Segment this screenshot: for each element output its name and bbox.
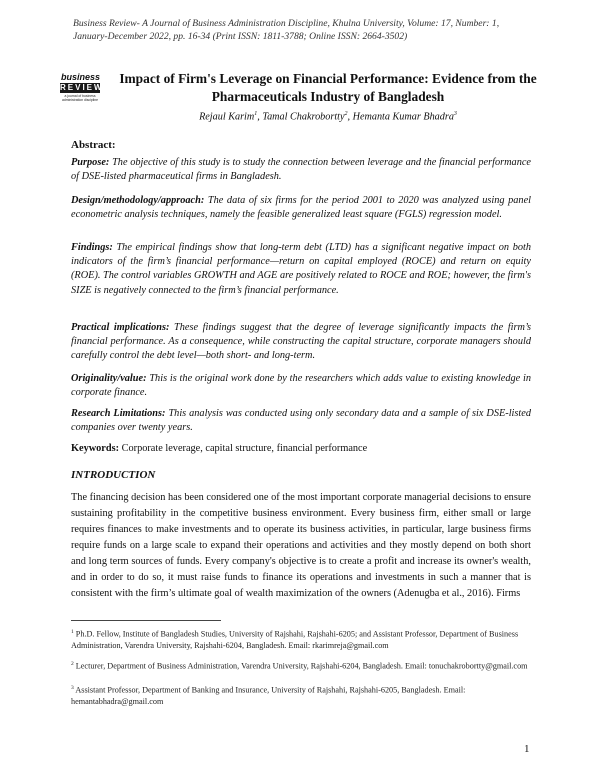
author-mark: 2 — [344, 111, 348, 117]
purpose-text: The objective of this study is to study the connection between leverage and the financial performance of DSE-listed pharmaceutical firms in Bangladesh. — [71, 157, 531, 183]
author-name: Tamal Chakrobortty — [262, 111, 345, 123]
footnote-text: Lecturer, Department of Business Administration, Varendra University, Rajshahi-6204, Bangladesh. Email: tonuchakrobortty@gmail.com — [75, 661, 528, 671]
findings-text: The empirical findings show that long-term debt (LTD) has a significant negative impact on both indicators of the firm’s financial performance—return on capital employed (ROCE) and return on equity (ROE). The control variables GROWTH and AGE are positively related to ROCE and ROE; however, the firm's SIZE is negatively connected to the firm’s financial performance. — [71, 242, 532, 296]
design-text: The data of six firms for the period 2001 to 2020 was analyzed using panel econometric analysis techniques, namely the feasible generalized least square (FGLS) regression model. — [71, 195, 531, 221]
keywords-label: Keywords: — [71, 443, 120, 454]
practical-label: Practical implications: — [71, 322, 170, 333]
originality-text: This is the original work done by the researchers which adds value to existing knowledge in corporate finance. — [71, 373, 531, 399]
keywords-text: Corporate leverage, capital structure, financial performance — [121, 443, 368, 454]
introduction-text: The financing decision has been considered one of the most important corporate managerial decisions to ensure sustaining profitability in the competitive business environment. Every business firm, either small or large requires finances to make investments and to operate its business activities, in particular, large business firms require funds on a large scale to expand their operations and activities and they mostly depend on both short and long term sources of funds. Every company's objective is to create a profit and increase its owner's wealth, and in order to do so, it must raise funds to finance its operations and investments in such a manner that is consistent with the firm’s ultimate goal of wealth maximization of the owners (Adenugba et al., 2016). Firms — [71, 492, 531, 599]
footnote-mark: 3 — [71, 685, 74, 691]
paper-title: Impact of Firm's Leverage on Financial Performance: Evidence from the Pharmaceuticals Industry of Bangladesh — [119, 71, 537, 104]
page-number: 1 — [524, 743, 530, 755]
practical-text: These findings suggest that the degree of leverage significantly impacts the firm’s financial performance. As a consequence, while constructing the capital structure, corporate managers should carefully control the debt level—both short- and long-term. — [71, 322, 532, 362]
abstract-findings — [71, 241, 531, 298]
journal-logo — [60, 72, 104, 107]
abstract-design — [71, 194, 531, 222]
logo-word: business — [60, 72, 100, 82]
keywords — [71, 443, 367, 454]
author-name: Hemanta Kumar Bhadra — [352, 111, 454, 123]
footnote — [71, 627, 531, 652]
originality-label: Originality/value: — [71, 373, 147, 384]
footnote-text: Ph.D. Fellow, Institute of Bangladesh Studies, University of Rajshahi, Rajshahi-6205; and Assistant Professor, Department of Business Administration, Varendra University, Rajshahi-6204, Bangladesh. Email: rkarimreja@gmail.com — [71, 629, 519, 651]
author-name: Rejaul Karim — [199, 111, 255, 123]
author-list: Rejaul Karim$^1$, Tamal Chakrobortty$^2$, Hemanta Kumar Bhadra$^3$ — [199, 111, 457, 123]
footnote — [71, 683, 531, 708]
findings-label: Findings: — [71, 242, 113, 253]
abstract-purpose — [71, 156, 531, 184]
design-label: Design/methodology/approach: — [71, 195, 205, 206]
introduction-heading: INTRODUCTION — [71, 469, 156, 481]
author-mark: 3 — [453, 111, 457, 117]
limitations-text: This analysis was conducted using only secondary data and a sample of six DSE-listed companies over twenty years. — [71, 408, 532, 434]
author-mark: 1 — [254, 111, 258, 117]
purpose-label: Purpose: — [71, 157, 110, 168]
limitations-label: Research Limitations: — [71, 408, 166, 419]
journal-header: Business Review- A Journal of Business Administration Discipline, Khulna University, Volume: 17, Number: 1, January-December 2022, pp. 16-34 (Print ISSN: 1811-3788; Online ISSN: 2664-3502) — [73, 18, 500, 42]
footnote-text: Assistant Professor, Department of Banking and Insurance, University of Rajshahi, Rajshahi-6205, Bangladesh. Email: hemantabhadra@gmail.com — [71, 685, 466, 707]
footnote — [71, 659, 531, 672]
abstract-limitations — [71, 407, 531, 435]
logo-review: REVIEW — [60, 83, 104, 92]
abstract-originality — [71, 372, 531, 400]
abstract-practical — [71, 321, 531, 364]
logo-tagline: a journal of business administration discipline — [62, 94, 98, 102]
footnote-divider — [71, 620, 221, 621]
footnote-mark: 2 — [71, 661, 74, 667]
abstract-heading: Abstract: — [71, 139, 116, 151]
footnote-mark: 1 — [71, 629, 74, 635]
